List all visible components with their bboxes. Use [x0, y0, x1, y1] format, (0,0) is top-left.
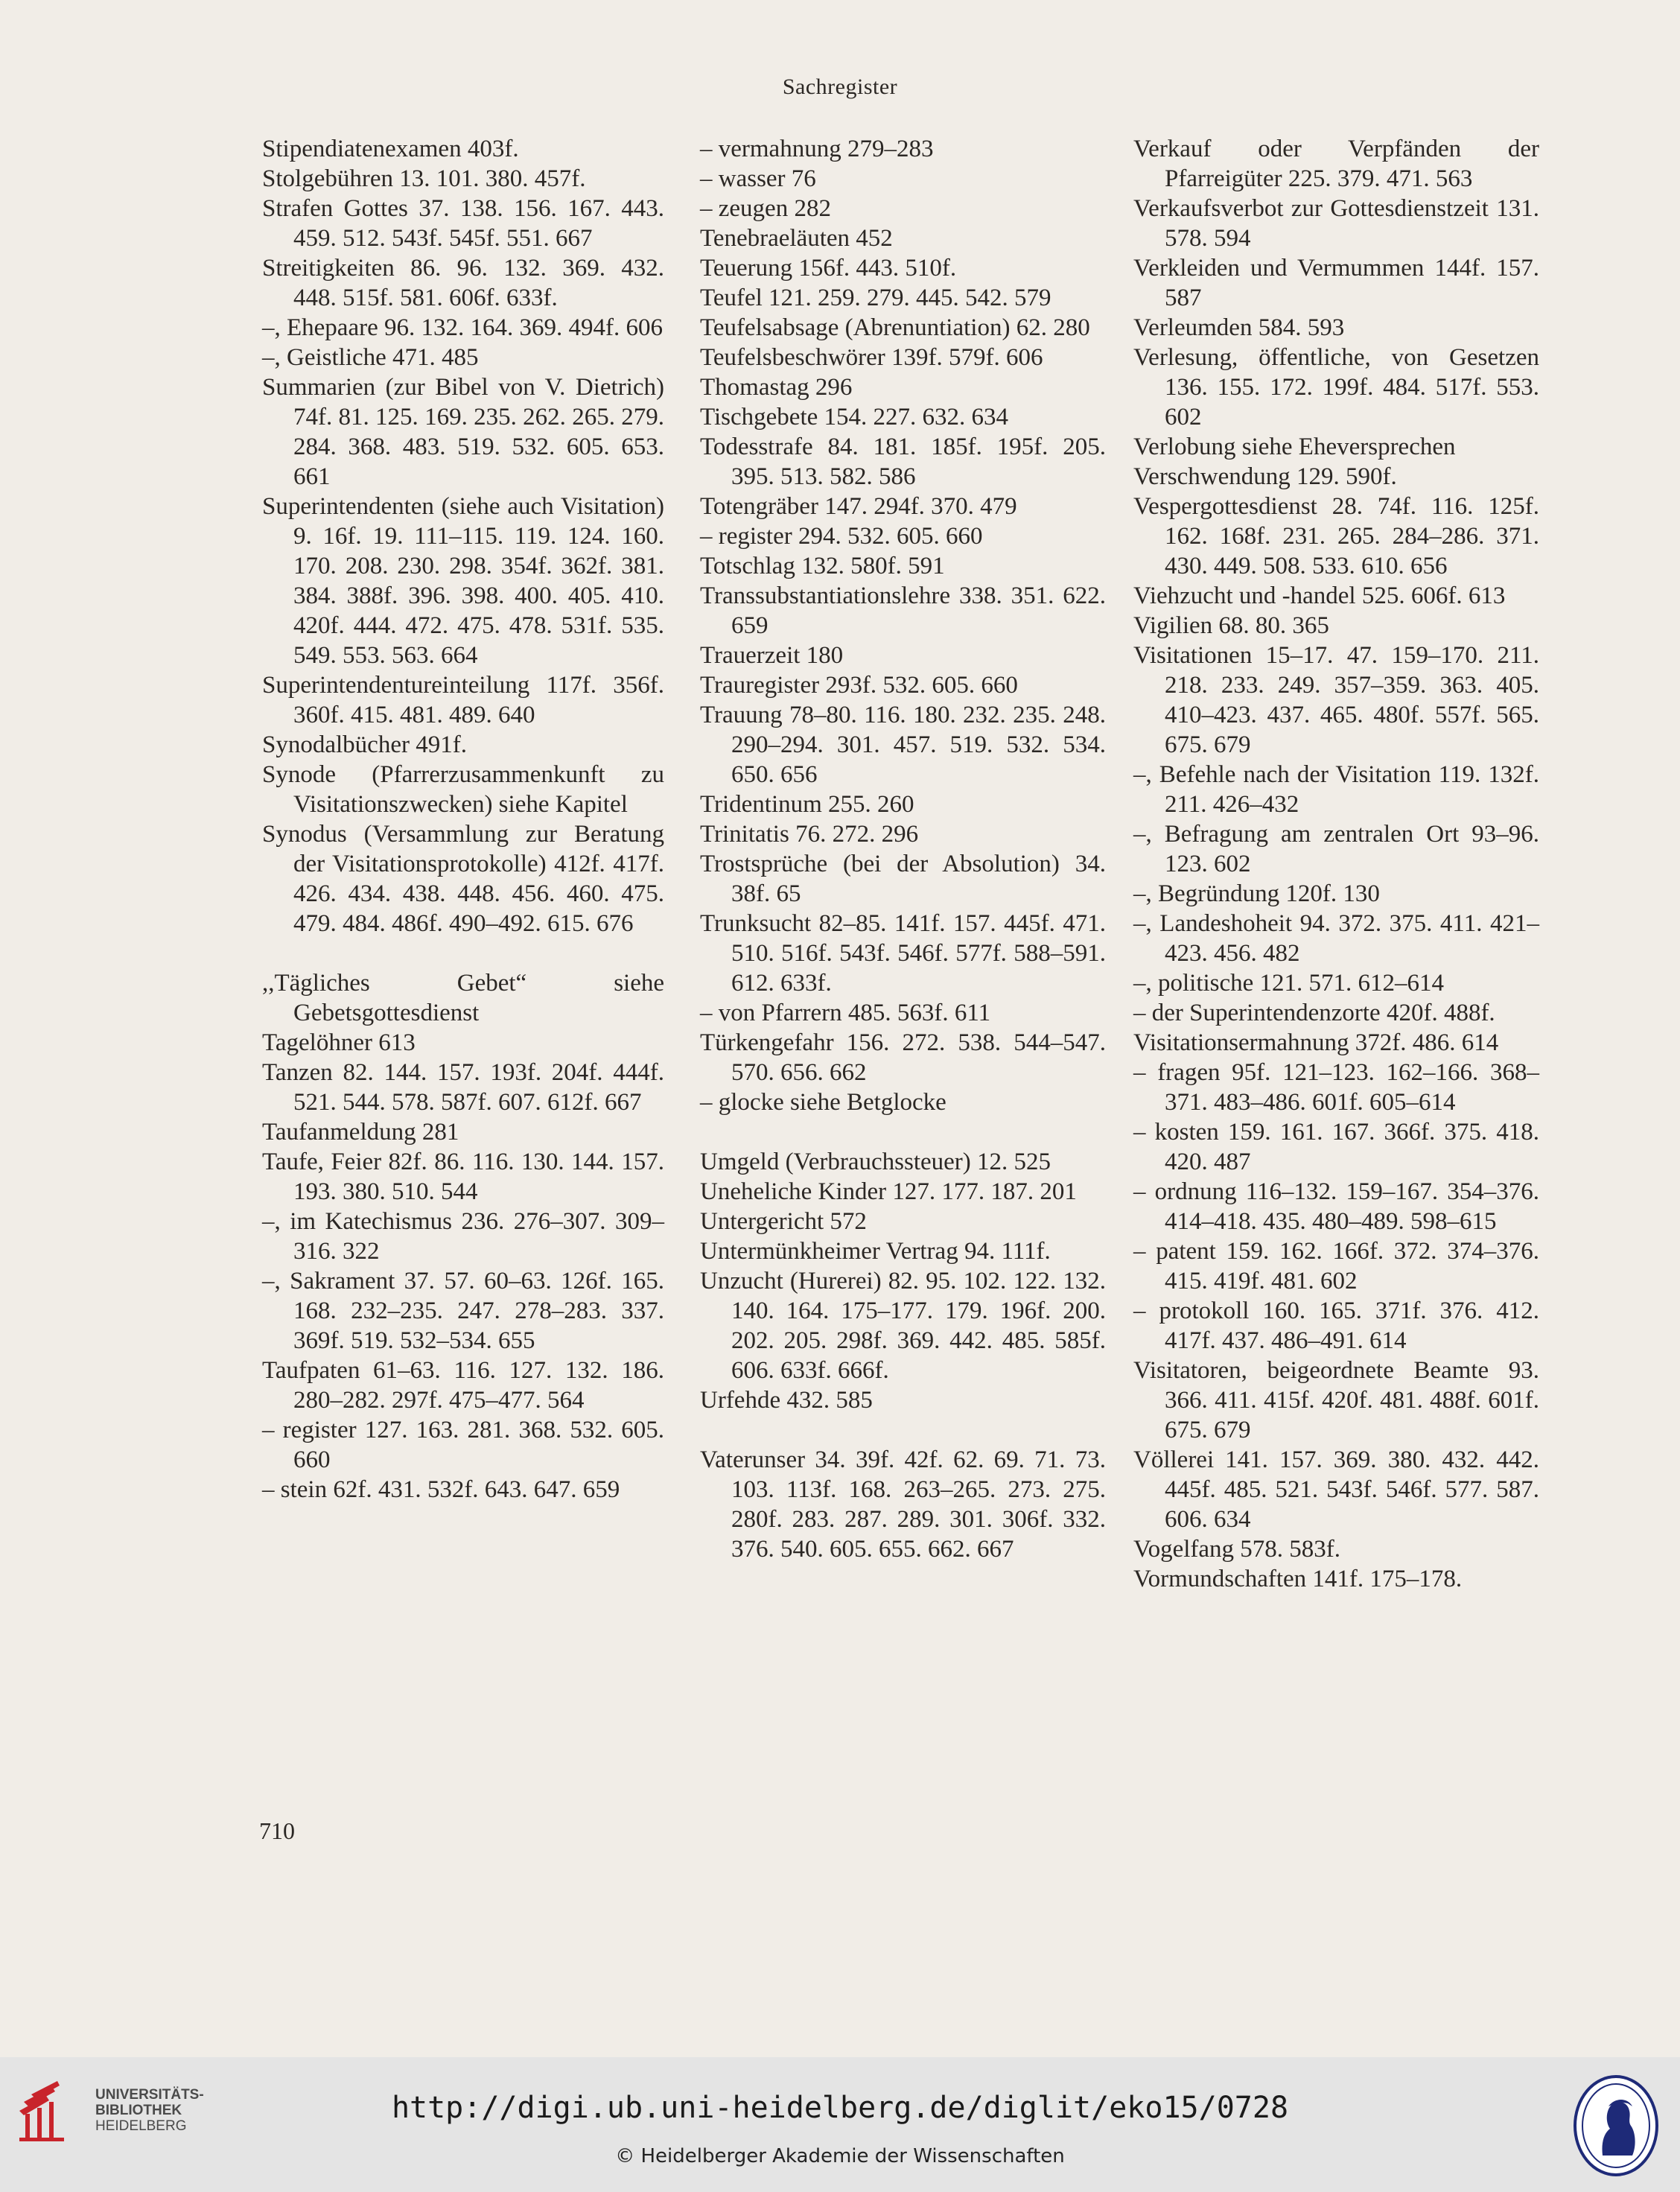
index-entry: Taufpaten 61–63. 116. 127. 132. 186. 280–282. 297f. 475–477. 564 — [262, 1357, 664, 1414]
index-column-3 — [1133, 134, 1539, 1594]
index-entry: Strafen Gottes 37. 138. 156. 167. 443. 459. 512. 543f. 545f. 551. 667 — [262, 195, 664, 252]
section-gap — [262, 938, 664, 968]
index-entry: Trauregister 293f. 532. 605. 660 — [700, 672, 1018, 699]
index-entry: Trostsprüche (bei der Absolution) 34. 38f. 65 — [700, 851, 1106, 907]
index-entry: – register 127. 163. 281. 368. 532. 605. 660 — [262, 1417, 664, 1473]
index-entry: Verkaufsverbot zur Gottesdienstzeit 131. 578. 594 — [1133, 195, 1539, 252]
index-entry: ,,Tägliches Gebet“ siehe Gebetsgottesdienst — [262, 970, 664, 1026]
index-entry: –, Begründung 120f. 130 — [1133, 880, 1380, 907]
index-entry: Trunksucht 82–85. 141f. 157. 445f. 471. 510. 516f. 543f. 546f. 577f. 588–591. 612. 633f. — [700, 910, 1106, 997]
index-entry: Visitatoren, beigeordnete Beamte 93. 366. 411. 415f. 420f. 481. 488f. 601f. 675. 679 — [1133, 1357, 1539, 1443]
index-entry: Tridentinum 255. 260 — [700, 791, 914, 818]
index-entry: Verlobung siehe Eheversprechen — [1133, 433, 1456, 460]
index-entry: Thomastag 296 — [700, 374, 853, 401]
index-entry: –, Ehepaare 96. 132. 164. 369. 494f. 606 — [262, 314, 663, 341]
index-entry: Verlesung, öffentliche, von Gesetzen 136. 155. 172. 199f. 484. 517f. 553. 602 — [1133, 344, 1539, 431]
page-number: 710 — [259, 1817, 295, 1844]
index-entry: Vogelfang 578. 583f. — [1133, 1536, 1341, 1563]
index-entry: –, politische 121. 571. 612–614 — [1133, 970, 1445, 997]
index-entry: Stolgebühren 13. 101. 380. 457f. — [262, 165, 586, 192]
index-entry: –, Landeshoheit 94. 372. 375. 411. 421–423. 456. 482 — [1133, 910, 1539, 967]
index-entry: Synodalbücher 491f. — [262, 731, 467, 758]
index-entry: Untergericht 572 — [700, 1208, 867, 1235]
index-entry: –, Befragung am zentralen Ort 93–96. 123. 602 — [1133, 821, 1539, 877]
index-entry: Vormundschaften 141f. 175–178. — [1133, 1566, 1463, 1592]
index-entry: Trauerzeit 180 — [700, 642, 844, 669]
index-entry: – register 294. 532. 605. 660 — [700, 523, 983, 550]
index-entry: –, Befehle nach der Visitation 119. 132f. 211. 426–432 — [1133, 761, 1539, 818]
index-entry: Verschwendung 129. 590f. — [1133, 463, 1397, 490]
index-entry: Taufe, Feier 82f. 86. 116. 130. 144. 157. 193. 380. 510. 544 — [262, 1149, 664, 1205]
index-entry: Verkleiden und Vermummen 144f. 157. 587 — [1133, 255, 1539, 311]
library-name-line3: HEIDELBERG — [95, 2118, 187, 2134]
index-entry: – zeugen 282 — [700, 195, 831, 222]
index-column-2 — [700, 134, 1106, 1564]
index-entry: Teufelsabsage (Abrenuntiation) 62. 280 — [700, 314, 1090, 341]
index-entry: – ordnung 116–132. 159–167. 354–376. 414–418. 435. 480–489. 598–615 — [1133, 1178, 1539, 1235]
index-entry: Superintendentureinteilung 117f. 356f. 360f. 415. 481. 489. 640 — [262, 672, 664, 728]
index-entry: Superintendenten (siehe auch Visitation) 9. 16f. 19. 111–115. 119. 124. 160. 170. 208. 230. 298. 354f. 362f. 381. 384. 388f. 396. 398. 400. 405. 410. 420f. 444. 472. 475. 478. 531f. 535. 549. 553. 563. 664 — [262, 493, 664, 669]
index-entry: Teuerung 156f. 443. 510f. — [700, 255, 957, 282]
library-name-line2: BIBLIOTHEK — [95, 2103, 182, 2118]
index-entry: Türkengefahr 156. 272. 538. 544–547. 570. 656. 662 — [700, 1029, 1106, 1086]
index-entry: Uneheliche Kinder 127. 177. 187. 201 — [700, 1178, 1077, 1205]
index-entry: – stein 62f. 431. 532f. 643. 647. 659 — [262, 1476, 620, 1503]
index-entry: Völlerei 141. 157. 369. 380. 432. 442. 445f. 485. 521. 543f. 546f. 577. 587. 606. 634 — [1133, 1446, 1539, 1533]
footer-bar — [0, 2057, 1680, 2192]
index-entry: Taufanmeldung 281 — [262, 1119, 459, 1146]
index-entry: – der Superintendenzorte 420f. 488f. — [1133, 1000, 1495, 1026]
index-entry: Teufelsbeschwörer 139f. 579f. 606 — [700, 344, 1043, 371]
index-entry: – vermahnung 279–283 — [700, 136, 934, 162]
index-entry: Totschlag 132. 580f. 591 — [700, 553, 945, 579]
index-entry: Totengräber 147. 294f. 370. 479 — [700, 493, 1017, 520]
index-entry: Vaterunser 34. 39f. 42f. 62. 69. 71. 73. 103. 113f. 168. 263–265. 273. 275. 280f. 283. 287. 289. 301. 306f. 332. 376. 540. 605. 655. 662. 667 — [700, 1446, 1106, 1563]
index-entry: Synodus (Versammlung zur Beratung der Visitationsprotokolle) 412f. 417f. 426. 434. 438. 448. 456. 460. 475. 479. 484. 486f. 490–492. 615. 676 — [262, 821, 664, 937]
index-entry: Transsubstantiationslehre 338. 351. 622. 659 — [700, 582, 1106, 639]
index-entry: Tanzen 82. 144. 157. 193f. 204f. 444f. 521. 544. 578. 587f. 607. 612f. 667 — [262, 1059, 664, 1116]
section-gap — [700, 1415, 1106, 1445]
index-entry: Tenebraeläuten 452 — [700, 225, 893, 252]
academy-seal-icon — [1573, 2074, 1659, 2178]
index-entry: Summarien (zur Bibel von V. Dietrich) 74f. 81. 125. 169. 235. 262. 265. 279. 284. 368. 483. 519. 532. 605. 653. 661 — [262, 374, 664, 490]
index-entry: Tischgebete 154. 227. 632. 634 — [700, 404, 1009, 431]
index-entry: – glocke siehe Betglocke — [700, 1089, 946, 1116]
index-entry: Synode (Pfarrerzusammenkunft zu Visitationszwecken) siehe Kapitel — [262, 761, 664, 818]
index-entry: –, Geistliche 471. 485 — [262, 344, 479, 371]
section-gap — [700, 1117, 1106, 1147]
index-entry: – fragen 95f. 121–123. 162–166. 368–371. 483–486. 601f. 605–614 — [1133, 1059, 1539, 1116]
running-title: Sachregister — [782, 74, 898, 99]
index-entry: Visitationen 15–17. 47. 159–170. 211. 218. 233. 249. 357–359. 363. 405. 410–423. 437. 465. 480f. 557f. 565. 675. 679 — [1133, 642, 1539, 758]
index-entry: Untermünkheimer Vertrag 94. 111f. — [700, 1238, 1051, 1265]
index-entry: –, im Katechismus 236. 276–307. 309–316. 322 — [262, 1208, 664, 1265]
index-entry: Teufel 121. 259. 279. 445. 542. 579 — [700, 285, 1051, 311]
index-entry: – kosten 159. 161. 167. 366f. 375. 418. 420. 487 — [1133, 1119, 1539, 1175]
index-entry: Visitationsermahnung 372f. 486. 614 — [1133, 1029, 1499, 1056]
index-entry: – wasser 76 — [700, 165, 816, 192]
index-entry: Verkauf oder Verpfänden der Pfarreigüter 225. 379. 471. 563 — [1133, 136, 1539, 192]
index-entry: – von Pfarrern 485. 563f. 611 — [700, 1000, 991, 1026]
index-entry: –, Sakrament 37. 57. 60–63. 126f. 165. 168. 232–235. 247. 278–283. 337. 369f. 519. 532–534. 655 — [262, 1268, 664, 1354]
index-entry: Todesstrafe 84. 181. 185f. 195f. 205. 395. 513. 582. 586 — [700, 433, 1106, 490]
permalink-url[interactable]: http://digi.ub.uni-heidelberg.de/diglit/eko15/0728 — [391, 2091, 1289, 2125]
index-entry: Vespergottesdienst 28. 74f. 116. 125f. 162. 168f. 231. 265. 284–286. 371. 430. 449. 508. 533. 610. 656 — [1133, 493, 1539, 579]
copyright-notice: © Heidelberger Akademie der Wissenschaften — [615, 2145, 1065, 2167]
index-entry: Umgeld (Verbrauchssteuer) 12. 525 — [700, 1149, 1051, 1175]
index-entry: – patent 159. 162. 166f. 372. 374–376. 415. 419f. 481. 602 — [1133, 1238, 1539, 1294]
index-column-1 — [262, 134, 664, 1505]
index-entry: – protokoll 160. 165. 371f. 376. 412. 417f. 437. 486–491. 614 — [1133, 1297, 1539, 1354]
index-entry: Streitigkeiten 86. 96. 132. 369. 432. 448. 515f. 581. 606f. 633f. — [262, 255, 664, 311]
library-name-line1: UNIVERSITÄTS- — [95, 2087, 204, 2103]
index-entry: Trinitatis 76. 272. 296 — [700, 821, 919, 848]
index-entry: Tagelöhner 613 — [262, 1029, 416, 1056]
index-entry: Viehzucht und -handel 525. 606f. 613 — [1133, 582, 1506, 609]
index-entry: Vigilien 68. 80. 365 — [1133, 612, 1329, 639]
index-entry: Urfehde 432. 585 — [700, 1387, 873, 1414]
index-entry: Unzucht (Hurerei) 82. 95. 102. 122. 132. 140. 164. 175–177. 179. 196f. 200. 202. 205. 298f. 369. 442. 485. 585f. 606. 633f. 666f. — [700, 1268, 1106, 1384]
index-entry: Trauung 78–80. 116. 180. 232. 235. 248. 290–294. 301. 457. 519. 532. 534. 650. 656 — [700, 702, 1106, 788]
index-entry: Stipendiatenexamen 403f. — [262, 136, 519, 162]
index-entry: Verleumden 584. 593 — [1133, 314, 1345, 341]
